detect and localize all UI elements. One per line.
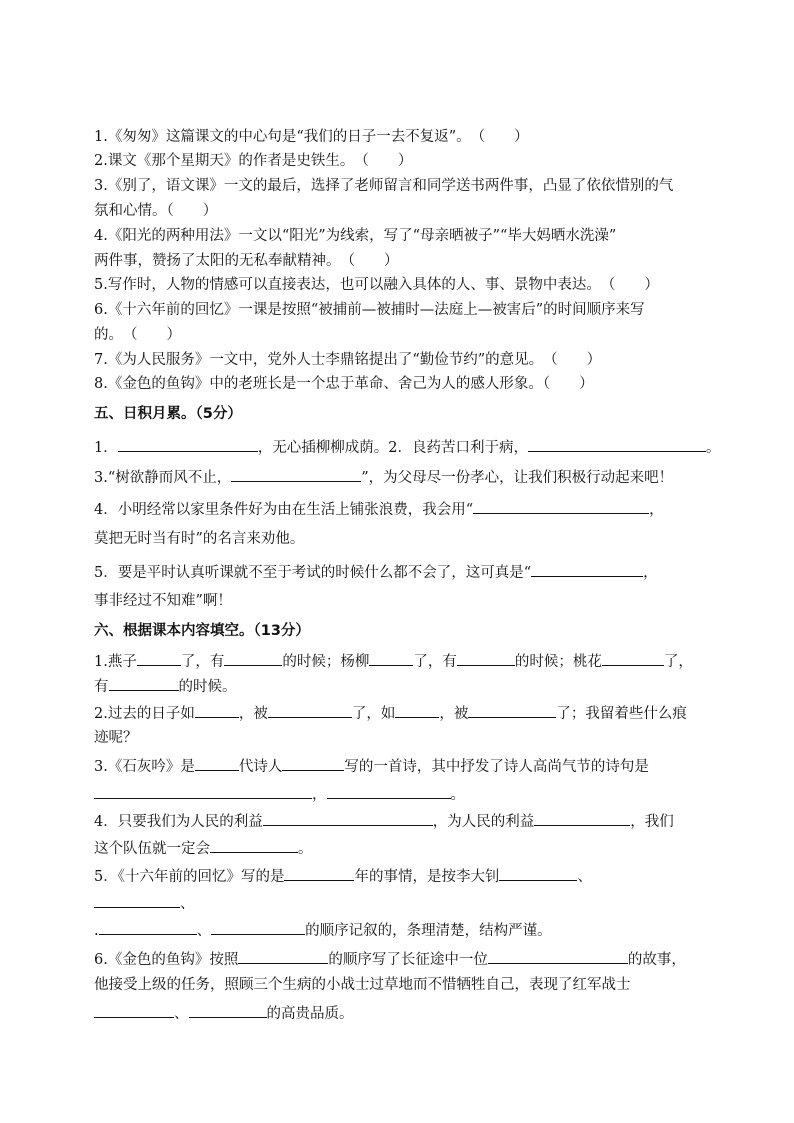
text: 的顺序写了长征途中一位 — [328, 952, 488, 968]
section6-item-3b — [94, 784, 465, 804]
text: 了，有 — [180, 654, 225, 670]
section5-line-4 — [94, 499, 664, 519]
text: 2.过去的日子如 — [94, 706, 195, 722]
answer-blank[interactable] — [263, 811, 433, 826]
text: ， — [649, 502, 664, 518]
text: ， — [312, 787, 327, 803]
section5-title: 五、日积月累。（5分） — [94, 406, 242, 422]
text: 有 — [94, 679, 109, 695]
text: 的故事， — [627, 952, 686, 968]
text: 。 — [705, 440, 721, 456]
answer-blank[interactable] — [137, 651, 181, 666]
text: 5．《十六年前的回忆》写的是 — [94, 869, 285, 885]
section5-line-5 — [94, 562, 658, 582]
answer-blank[interactable] — [210, 838, 298, 853]
answer-blank[interactable] — [195, 703, 239, 718]
answer-blank[interactable] — [531, 562, 643, 577]
text: 4．只要我们为人民的利益 — [94, 814, 263, 830]
text: 。 — [298, 841, 313, 857]
answer-blank[interactable] — [94, 893, 180, 908]
answer-blank[interactable] — [94, 1003, 174, 1018]
text: 了，如 — [351, 706, 396, 722]
section6-item-5 — [94, 866, 592, 886]
text: 5．要是平时认真听课就不至于考试的时候什么都不会了，这可真是“ — [94, 565, 532, 581]
section5-line-4b: 莫把无时当有时”的名言来劝他。 — [94, 531, 305, 547]
section6-item-3 — [94, 756, 649, 776]
answer-blank[interactable] — [499, 866, 577, 881]
answer-blank[interactable] — [468, 703, 556, 718]
answer-blank[interactable] — [99, 920, 197, 935]
judge-item-1: 1.《匆匆》这篇课文的中心句是“我们的日子一去不复返”。 （ ） — [94, 129, 529, 145]
text: ，我们 — [630, 814, 674, 830]
answer-blank[interactable] — [211, 920, 305, 935]
section6-item-2b: 迹呢？ — [94, 730, 138, 746]
text: 3.“树欲静而风不止， — [94, 470, 232, 486]
answer-blank[interactable] — [282, 756, 344, 771]
section6-item-6 — [94, 949, 686, 969]
answer-blank[interactable] — [238, 949, 328, 964]
answer-blank[interactable] — [534, 811, 630, 826]
judge-item-7: 7.《为人民服务》一文中，党外人士李鼎铭提出了“勤俭节约”的意见。 （ ） — [94, 352, 602, 368]
text: 代诗人 — [238, 759, 283, 775]
judge-item-3-line2: 氛和心情。（ ） — [94, 203, 218, 219]
section6-item-4 — [94, 811, 674, 831]
judge-item-5: 5.写作时，人物的情感可以直接表达，也可以融入具体的人、事、景物中表达。 （ ） — [94, 277, 659, 293]
text: 的顺序记叙的，条理清楚，结构严谨。 — [305, 923, 552, 939]
judge-item-3-line1: 3.《别了，语文课》一文的最后，选择了老师留言和同学送书两件事，凸显了依依惜别的气 — [94, 178, 674, 194]
text: 6.《金色的鱼钩》按照 — [94, 952, 239, 968]
text: . — [94, 923, 99, 939]
text: ”，为父母尽一份孝心，让我们积极行动起来吧！ — [361, 470, 674, 486]
text: 了， — [663, 654, 693, 670]
answer-blank[interactable] — [488, 949, 628, 964]
text: ，被 — [238, 706, 268, 722]
section6-item-5b — [94, 893, 195, 913]
section6-item-5c — [94, 920, 552, 940]
answer-blank[interactable] — [118, 437, 258, 452]
text: 。 — [450, 787, 465, 803]
judge-item-8: 8.《金色的鱼钩》中的老班长是一个忠于革命、舍己为人的感人形象。（ ） — [94, 376, 594, 392]
text: ，无心插柳柳成荫。2．良药苦口利于病， — [257, 440, 528, 456]
answer-blank[interactable] — [369, 651, 413, 666]
section6-title: 六、根据课本内容填空。（13分） — [94, 623, 310, 639]
section6-item-1 — [94, 651, 693, 671]
text: 了；我留着些什么痕 — [556, 706, 687, 722]
section6-item-6b: 他接受上级的任务，照顾三个生病的小战士过草地而不惜牺牲自己，表现了红军战士 — [94, 977, 631, 993]
section6-item-6c — [94, 1003, 354, 1023]
answer-blank[interactable] — [268, 703, 352, 718]
text: 的时候。 — [178, 679, 237, 695]
text: 写的一首诗，其中抒发了诗人高尚气节的诗句是 — [344, 759, 649, 775]
answer-blank[interactable] — [109, 676, 179, 691]
judge-item-6-line1: 6.《十六年前的回忆》一课是按照“被捕前—被捕时—法庭上—被害后”的时间顺序来写 — [94, 302, 645, 318]
answer-blank[interactable] — [284, 866, 354, 881]
text: 3.《石灰吟》是 — [94, 759, 195, 775]
section6-item-4b — [94, 838, 313, 858]
text: 4．小明经常以家里条件好为由在生活上铺张浪费，我会用“ — [94, 502, 474, 518]
answer-blank[interactable] — [94, 784, 312, 799]
answer-blank[interactable] — [224, 651, 282, 666]
text: 年的事情，是按李大钊 — [354, 869, 500, 885]
section5-line-3 — [94, 467, 673, 487]
judge-item-6-line2: 的。 （ ） — [94, 327, 181, 343]
text: 、 — [196, 923, 212, 939]
section5-line-5b: 事非经过不知难”啊！ — [94, 593, 232, 609]
text: 这个队伍就一定会 — [94, 841, 210, 857]
text: ， — [643, 565, 658, 581]
answer-blank[interactable] — [602, 651, 664, 666]
answer-blank[interactable] — [189, 1003, 267, 1018]
answer-blank[interactable] — [473, 499, 649, 514]
section6-item-2 — [94, 703, 687, 723]
judge-item-2: 2.课文《那个星期天》的作者是史铁生。 （ ） — [94, 153, 413, 169]
text: 、 — [577, 869, 592, 885]
judge-item-4-line2: 两件事，赞扬了太阳的无私奉献精神。 （ ） — [94, 253, 399, 269]
text: 的时候；杨柳 — [282, 654, 370, 670]
judge-item-4-line1: 4.《阳光的两种用法》一文以“阳光”为线索，写了“母亲晒被子”“毕大妈晒水洗澡” — [94, 228, 617, 244]
text: ，为人民的利益 — [432, 814, 535, 830]
text: 了，有 — [413, 654, 457, 670]
section5-line-1 — [94, 437, 720, 457]
answer-blank[interactable] — [327, 784, 451, 799]
text: 、 — [180, 896, 195, 912]
answer-blank[interactable] — [528, 437, 706, 452]
section6-item-1b — [94, 676, 237, 696]
answer-blank[interactable] — [457, 651, 515, 666]
text: 的时候；桃花 — [514, 654, 602, 670]
answer-blank[interactable] — [395, 703, 439, 718]
text: 的高贵品质。 — [266, 1006, 354, 1022]
text: 1.燕子 — [94, 654, 137, 670]
answer-blank[interactable] — [195, 756, 239, 771]
text: ，被 — [439, 706, 469, 722]
answer-blank[interactable] — [231, 467, 361, 482]
text: 、 — [174, 1006, 189, 1022]
text: 1． — [94, 440, 118, 456]
